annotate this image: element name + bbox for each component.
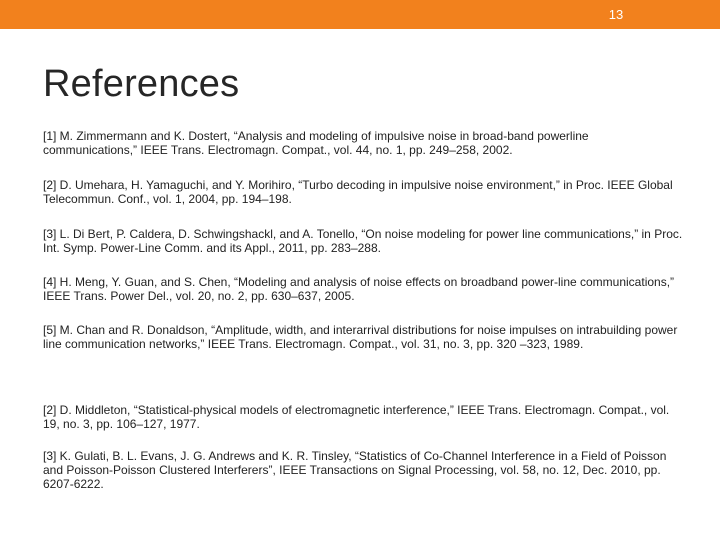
page-number: 13 <box>608 7 624 22</box>
reference-item: [3] L. Di Bert, P. Caldera, D. Schwingshackl, and A. Tonello, “On noise modeling for power line communications,” in Proc. Int. Symp. Power-Line Comm. and its Appl., 2011, pp. 283–288. <box>43 227 683 255</box>
page-title: References <box>43 63 240 105</box>
reference-item: [1] M. Zimmermann and K. Dostert, “Analysis and modeling of impulsive noise in broad-band powerline communications,” IEEE Trans. Electromagn. Compat., vol. 44, no. 1, pp. 249–258, 2002. <box>43 129 589 157</box>
reference-item: [2] D. Middleton, “Statistical-physical models of electromagnetic interference,” IEEE Trans. Electromagn. Compat., vol. 19, no. 3, pp. 106–127, 1977. <box>43 403 670 431</box>
reference-item: [3] K. Gulati, B. L. Evans, J. G. Andrews and K. R. Tinsley, “Statistics of Co-Channel Interference in a Field of Poisson and Poisson-Poisson Clustered Interferers”, IEEE Transactions on Signal Processing, vol. 58, no. 12, Dec. 2010, pp. 6207-6222. <box>43 449 667 491</box>
header-bar <box>0 0 720 29</box>
reference-item: [5] M. Chan and R. Donaldson, “Amplitude, width, and interarrival distributions for noise impulses on intrabuilding power line communication networks,” IEEE Trans. Electromagn. Compat., vol. 31, no. 3, pp. 320 –323, 1989. <box>43 323 678 351</box>
reference-item: [2] D. Umehara, H. Yamaguchi, and Y. Morihiro, “Turbo decoding in impulsive noise environment,” in Proc. IEEE Global Telecommun. Conf., vol. 1, 2004, pp. 194–198. <box>43 178 673 206</box>
reference-item: [4] H. Meng, Y. Guan, and S. Chen, “Modeling and analysis of noise effects on broadband power-line communications,” IEEE Trans. Power Del., vol. 20, no. 2, pp. 630–637, 2005. <box>43 275 675 303</box>
